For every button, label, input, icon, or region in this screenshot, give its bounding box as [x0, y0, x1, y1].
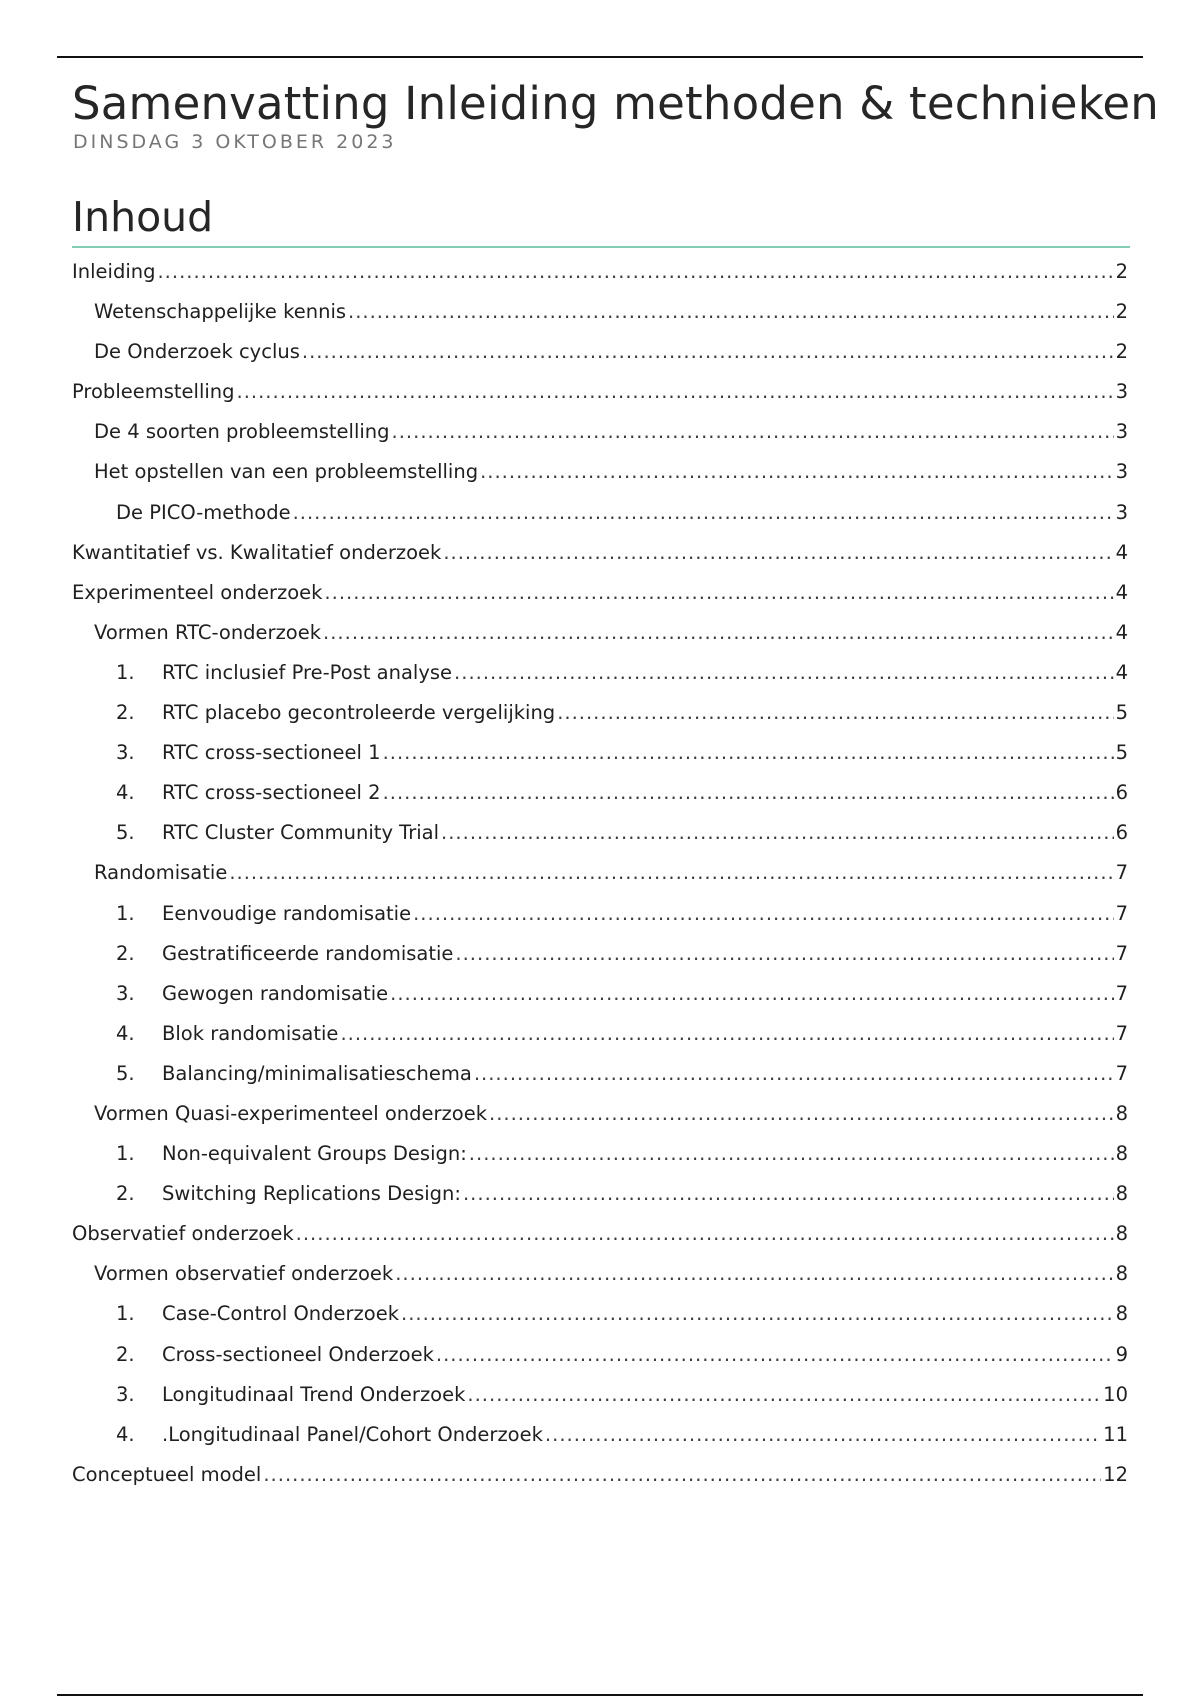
toc-entry-page: 7: [1115, 901, 1128, 925]
toc-entry-number: 4.: [116, 781, 135, 805]
toc-entry-number: 2.: [116, 701, 135, 725]
toc-entry-number: 3.: [116, 981, 135, 1005]
toc-dot-leader: [557, 693, 1113, 733]
toc-entry-number: 5.: [116, 821, 135, 845]
toc-entry-page: 12: [1103, 1462, 1128, 1486]
toc-entry-title: Vormen Quasi-experimenteel onderzoek: [94, 1101, 487, 1125]
toc-dot-leader: [302, 332, 1114, 372]
toc-entry[interactable]: [72, 1134, 1128, 1174]
toc-entry-page: 4: [1115, 660, 1128, 684]
toc-dot-leader: [474, 1054, 1114, 1094]
toc-dot-leader: [293, 493, 1114, 533]
toc-entry-page: 3: [1115, 380, 1128, 404]
toc-entry-title: RTC placebo gecontroleerde vergelijking: [162, 701, 556, 725]
toc-dot-leader: [436, 1335, 1114, 1375]
document-date: DINSDAG 3 OKTOBER 2023: [73, 131, 397, 153]
toc-entry-title: De Onderzoek cyclus: [94, 340, 300, 364]
toc-entry-title: Blok randomisatie: [162, 1021, 339, 1045]
toc-entry-title: Gestratificeerde randomisatie: [162, 941, 454, 965]
toc-dot-leader: [441, 813, 1114, 853]
toc-dot-leader: [469, 1134, 1114, 1174]
toc-dot-leader: [340, 1014, 1113, 1054]
toc-entry-page: 10: [1103, 1382, 1128, 1406]
toc-entry-page: 3: [1115, 420, 1128, 444]
toc-entry-title: Switching Replications Design:: [162, 1182, 461, 1206]
toc-dot-leader: [229, 853, 1113, 893]
toc-entry-number: 2.: [116, 1342, 135, 1366]
toc-entry-title: Cross-sectioneel Onderzoek: [162, 1342, 434, 1366]
toc-entry-page: 4: [1115, 620, 1128, 644]
toc-dot-leader: [454, 653, 1114, 693]
toc-entry-title: Non-equivalent Groups Design:: [162, 1142, 467, 1166]
toc-dot-leader: [545, 1415, 1101, 1455]
toc-entry-number: 3.: [116, 741, 135, 765]
toc-entry[interactable]: [72, 452, 1128, 492]
toc-dot-leader: [348, 292, 1114, 332]
toc-entry-page: 2: [1115, 300, 1128, 324]
toc-entry-title: Conceptueel model: [72, 1462, 262, 1486]
toc-dot-leader: [463, 1174, 1114, 1214]
top-rule: [57, 56, 1143, 58]
toc-dot-leader: [296, 1214, 1114, 1254]
toc-entry[interactable]: [72, 1294, 1128, 1334]
toc-entry-title: Gewogen randomisatie: [162, 981, 389, 1005]
toc-entry[interactable]: [72, 252, 1128, 292]
toc-dot-leader: [455, 934, 1113, 974]
toc-entry-title: Vormen RTC-onderzoek: [94, 620, 322, 644]
toc-entry-title: Observatief onderzoek: [72, 1222, 294, 1246]
toc-entry-title: Inleiding: [72, 260, 156, 283]
toc-entry-number: 2.: [116, 1182, 135, 1206]
toc-entry-title: RTC cross-sectioneel 2: [162, 781, 381, 805]
toc-entry-title: Vormen observatief onderzoek: [94, 1262, 394, 1286]
toc-dot-leader: [443, 533, 1113, 573]
toc-entry-title: Kwantitatief vs. Kwalitatief onderzoek: [72, 540, 442, 564]
toc-entry-page: 6: [1115, 821, 1128, 845]
toc-entry-number: 1.: [116, 1142, 135, 1166]
toc-entry-page: 7: [1115, 861, 1128, 885]
toc-entry-title: Eenvoudige randomisatie: [162, 901, 412, 925]
toc-entry[interactable]: [72, 1174, 1128, 1214]
toc-entry-page: 8: [1115, 1142, 1128, 1166]
bottom-rule: [57, 1694, 1143, 1696]
toc-dot-leader: [480, 452, 1114, 492]
toc-dot-leader: [401, 1294, 1114, 1334]
toc-entry-number: 4.: [116, 1422, 135, 1446]
toc-entry-page: 5: [1115, 701, 1128, 725]
toc-entry-number: 4.: [116, 1021, 135, 1045]
toc-entry-title: .Longitudinaal Panel/Cohort Onderzoek: [162, 1422, 543, 1446]
toc-entry[interactable]: [72, 773, 1128, 813]
document-title: Samenvatting Inleiding methoden & technieken: [72, 77, 1159, 130]
toc-entry[interactable]: [72, 292, 1128, 332]
toc-entry-title: Case-Control Onderzoek: [162, 1302, 399, 1326]
toc-dot-leader: [392, 412, 1114, 452]
toc-entry[interactable]: [72, 1455, 1128, 1495]
toc-entry[interactable]: [72, 1415, 1128, 1455]
toc-entry[interactable]: [72, 1094, 1128, 1134]
toc-entry-title: Randomisatie: [94, 861, 228, 885]
toc-dot-leader: [467, 1375, 1101, 1415]
toc-entry-number: 1.: [116, 901, 135, 925]
toc-dot-leader: [237, 372, 1114, 412]
toc-entry[interactable]: [72, 1054, 1128, 1094]
toc-entry-title: De PICO-methode: [116, 500, 291, 524]
toc-dot-leader: [383, 773, 1114, 813]
toc-entry-title: RTC cross-sectioneel 1: [162, 741, 381, 765]
toc-entry-number: 3.: [116, 1382, 135, 1406]
toc-entry-page: 8: [1115, 1262, 1128, 1286]
toc-dot-leader: [324, 573, 1113, 613]
toc-entry-number: 2.: [116, 941, 135, 965]
toc-entry[interactable]: [72, 653, 1128, 693]
toc-entry[interactable]: [72, 1014, 1128, 1054]
toc-dot-leader: [263, 1455, 1101, 1495]
toc-entry[interactable]: [72, 493, 1128, 533]
toc-entry[interactable]: [72, 332, 1128, 372]
table-of-contents: [72, 252, 1128, 1495]
toc-entry-page: 8: [1115, 1101, 1128, 1125]
toc-entry-page: 8: [1115, 1222, 1128, 1246]
toc-entry[interactable]: [72, 693, 1128, 733]
toc-entry[interactable]: [72, 974, 1128, 1014]
toc-entry[interactable]: [72, 1335, 1128, 1375]
toc-entry[interactable]: [72, 1214, 1128, 1254]
toc-dot-leader: [489, 1094, 1114, 1134]
toc-entry-page: 7: [1115, 1021, 1128, 1045]
toc-entry-page: 7: [1115, 1061, 1128, 1085]
toc-entry-page: 8: [1115, 1182, 1128, 1206]
toc-entry[interactable]: [72, 412, 1128, 452]
toc-entry-page: 4: [1115, 580, 1128, 604]
toc-entry-number: 1.: [116, 660, 135, 684]
toc-entry-page: 9: [1115, 1342, 1128, 1366]
toc-entry[interactable]: [72, 613, 1128, 653]
toc-entry-page: 7: [1115, 941, 1128, 965]
toc-entry-page: 4: [1115, 540, 1128, 564]
toc-entry[interactable]: [72, 733, 1128, 773]
toc-dot-leader: [323, 613, 1114, 653]
toc-entry[interactable]: [72, 853, 1128, 893]
toc-entry[interactable]: [72, 813, 1128, 853]
toc-dot-leader: [157, 252, 1113, 292]
toc-entry-title: Longitudinaal Trend Onderzoek: [162, 1382, 466, 1406]
toc-dot-leader: [395, 1254, 1113, 1294]
toc-entry-page: 2: [1115, 260, 1128, 283]
toc-entry[interactable]: [72, 372, 1128, 412]
toc-entry-title: De 4 soorten probleemstelling: [94, 420, 390, 444]
toc-entry-page: 6: [1115, 781, 1128, 805]
toc-heading: Inhoud: [72, 193, 214, 241]
toc-entry-page: 3: [1115, 460, 1128, 484]
toc-entry[interactable]: [72, 573, 1128, 613]
toc-entry-page: 7: [1115, 981, 1128, 1005]
toc-entry-page: 8: [1115, 1302, 1128, 1326]
toc-entry-title: Experimenteel onderzoek: [72, 580, 323, 604]
toc-dot-leader: [413, 894, 1113, 934]
toc-entry-page: 3: [1115, 500, 1128, 524]
toc-entry-page: 11: [1103, 1422, 1128, 1446]
toc-entry[interactable]: [72, 894, 1128, 934]
toc-entry-page: 2: [1115, 340, 1128, 364]
toc-entry-title: RTC Cluster Community Trial: [162, 821, 440, 845]
toc-dot-leader: [390, 974, 1113, 1014]
toc-entry[interactable]: [72, 1254, 1128, 1294]
toc-entry-title: Het opstellen van een probleemstelling: [94, 460, 479, 484]
toc-entry-number: 1.: [116, 1302, 135, 1326]
toc-entry-page: 5: [1115, 741, 1128, 765]
toc-entry[interactable]: [72, 533, 1128, 573]
toc-entry-number: 5.: [116, 1061, 135, 1085]
toc-entry-title: RTC inclusief Pre-Post analyse: [162, 660, 453, 684]
toc-entry-title: Wetenschappelijke kennis: [94, 300, 347, 324]
toc-entry[interactable]: [72, 1375, 1128, 1415]
toc-dot-leader: [383, 733, 1114, 773]
toc-heading-rule: [72, 246, 1130, 248]
toc-entry[interactable]: [72, 934, 1128, 974]
toc-entry-title: Balancing/minimalisatieschema: [162, 1061, 472, 1085]
toc-entry-title: Probleemstelling: [72, 380, 235, 404]
